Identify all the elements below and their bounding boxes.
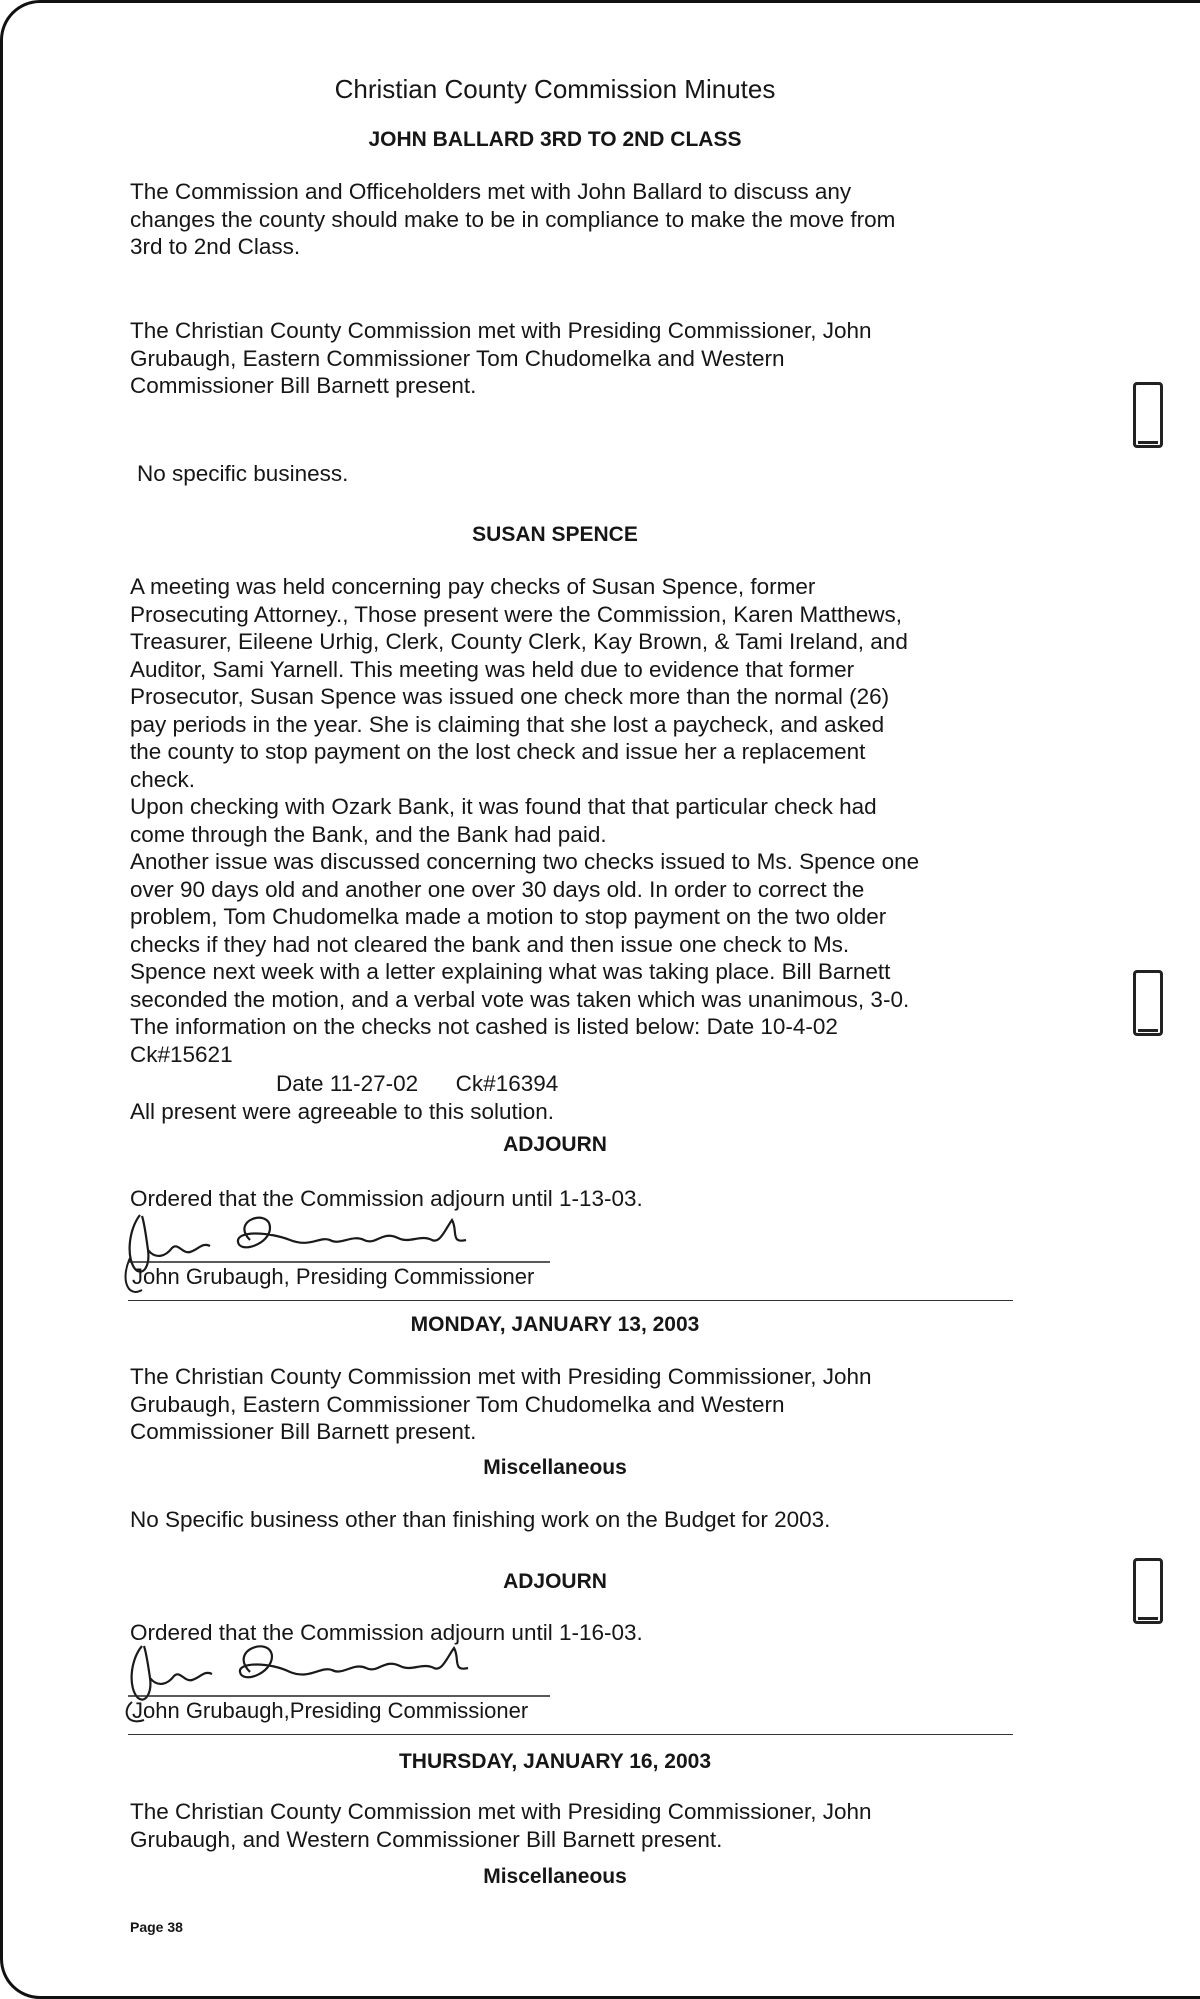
signatory-name: John Grubaugh,Presiding Commissioner — [132, 1698, 529, 1723]
agreeable-text: All present were agreeable to this solution. — [130, 1099, 554, 1124]
text-line: 3rd to 2nd Class. — [130, 234, 301, 259]
document-title: Christian County Commission Minutes — [334, 74, 776, 104]
misc-text-1: No Specific business other than finishing work on the Budget for 2003. — [130, 1507, 831, 1532]
text-line: Grubaugh, and Western Commissioner Bill Barnett present. — [130, 1826, 723, 1852]
page-number: Page 38 — [130, 1919, 183, 1935]
section-divider — [128, 1300, 1013, 1301]
text-line: checks if they had not cleared the bank and then issue one check to Ms. — [130, 931, 850, 957]
text-line: Auditor, Sami Yarnell. This meeting was held due to evidence that former — [130, 656, 855, 682]
section-heading-adjourn-2: ADJOURN — [503, 1570, 607, 1593]
section-heading-misc-2: Miscellaneous — [483, 1865, 627, 1888]
text-line: Commissioner Bill Barnett present. — [130, 373, 477, 398]
attendance-paragraph-2 — [130, 1363, 980, 1446]
adjourn-order-1: Ordered that the Commission adjourn until 1-13-03. — [130, 1186, 643, 1211]
text-line: check. — [130, 766, 196, 792]
text-line: The Christian County Commission met with Presiding Commissioner, John — [130, 1364, 872, 1389]
section-heading-adjourn-1: ADJOURN — [503, 1133, 607, 1156]
text-line: The information on the checks not cashed is listed below: Date 10-4-02 — [130, 1014, 838, 1039]
spence-paragraph — [130, 573, 980, 1068]
text-line: pay periods in the year. She is claiming that she lost a paycheck, and asked — [130, 711, 885, 737]
text-line: come through the Bank, and the Bank had paid. — [130, 821, 607, 847]
text-line: The Christian County Commission met with Presiding Commissioner, John — [130, 1799, 872, 1824]
text-line: Commissioner Bill Barnett present. — [130, 1419, 477, 1444]
text-line: Grubaugh, Eastern Commissioner Tom Chudomelka and Western — [130, 345, 785, 371]
text-line: problem, Tom Chudomelka made a motion to stop payment on the two older — [130, 904, 887, 929]
text-line: Prosecutor, Susan Spence was issued one check more than the normal (26) — [130, 684, 890, 709]
text-line: Prosecuting Attorney., Those present were the Commission, Karen Matthews, — [130, 601, 903, 627]
signature-block-2 — [120, 1640, 550, 1730]
adjourn-order-2: Ordered that the Commission adjourn until 1-16-03. — [130, 1620, 643, 1645]
text-line: changes the county should make to be in compliance to make the move from — [130, 206, 896, 232]
no-business-text: No specific business. — [137, 461, 349, 486]
page-edge-left — [0, 40, 3, 1950]
text-line: Upon checking with Ozark Bank, it was found that that particular check had — [130, 794, 877, 819]
section-heading-misc-1: Miscellaneous — [483, 1456, 627, 1479]
text-line: Treasurer, Eileene Urhig, Clerk, County Clerk, Kay Brown, & Tami Ireland, and — [130, 629, 908, 654]
attendance-paragraph-1 — [130, 317, 980, 400]
binder-hole-mark — [1133, 970, 1163, 1036]
attendance-paragraph-3 — [130, 1798, 980, 1853]
check-entry: Date 11-27-02 Ck#16394 — [276, 1071, 559, 1096]
text-line: over 90 days old and another one over 30 days old. In order to correct the — [130, 876, 865, 902]
text-line: the county to stop payment on the lost check and issue her a replacement — [130, 739, 866, 764]
section-heading-monday: MONDAY, JANUARY 13, 2003 — [410, 1313, 700, 1336]
page-corner-bottom-left — [0, 1945, 44, 1999]
section-heading-ballard: JOHN BALLARD 3RD TO 2ND CLASS — [368, 128, 742, 151]
ballard-paragraph — [130, 178, 980, 261]
text-line: Grubaugh, Eastern Commissioner Tom Chudomelka and Western — [130, 1391, 785, 1417]
text-line: A meeting was held concerning pay checks of Susan Spence, former — [130, 574, 816, 599]
binder-hole-mark — [1133, 1558, 1163, 1624]
signatory-name: John Grubaugh, Presiding Commissioner — [132, 1264, 535, 1289]
text-line: Another issue was discussed concerning two checks issued to Ms. Spence one — [130, 849, 920, 874]
text-line: The Commission and Officeholders met with John Ballard to discuss any — [130, 179, 852, 204]
text-line: Spence next week with a letter explaining what was taking place. Bill Barnett — [130, 959, 891, 984]
page-corner-top-left — [0, 0, 44, 44]
text-line: seconded the motion, and a verbal vote was taken which was unanimous, 3-0. — [130, 986, 910, 1012]
text-line: Ck#15621 — [130, 1041, 233, 1067]
page-edge-top — [40, 0, 1200, 3]
signature-block-1 — [120, 1210, 550, 1300]
section-heading-thursday: THURSDAY, JANUARY 16, 2003 — [398, 1750, 712, 1773]
text-line: The Christian County Commission met with Presiding Commissioner, John — [130, 318, 872, 343]
section-divider — [128, 1734, 1013, 1735]
binder-hole-mark — [1133, 382, 1163, 448]
section-heading-spence: SUSAN SPENCE — [472, 523, 638, 546]
